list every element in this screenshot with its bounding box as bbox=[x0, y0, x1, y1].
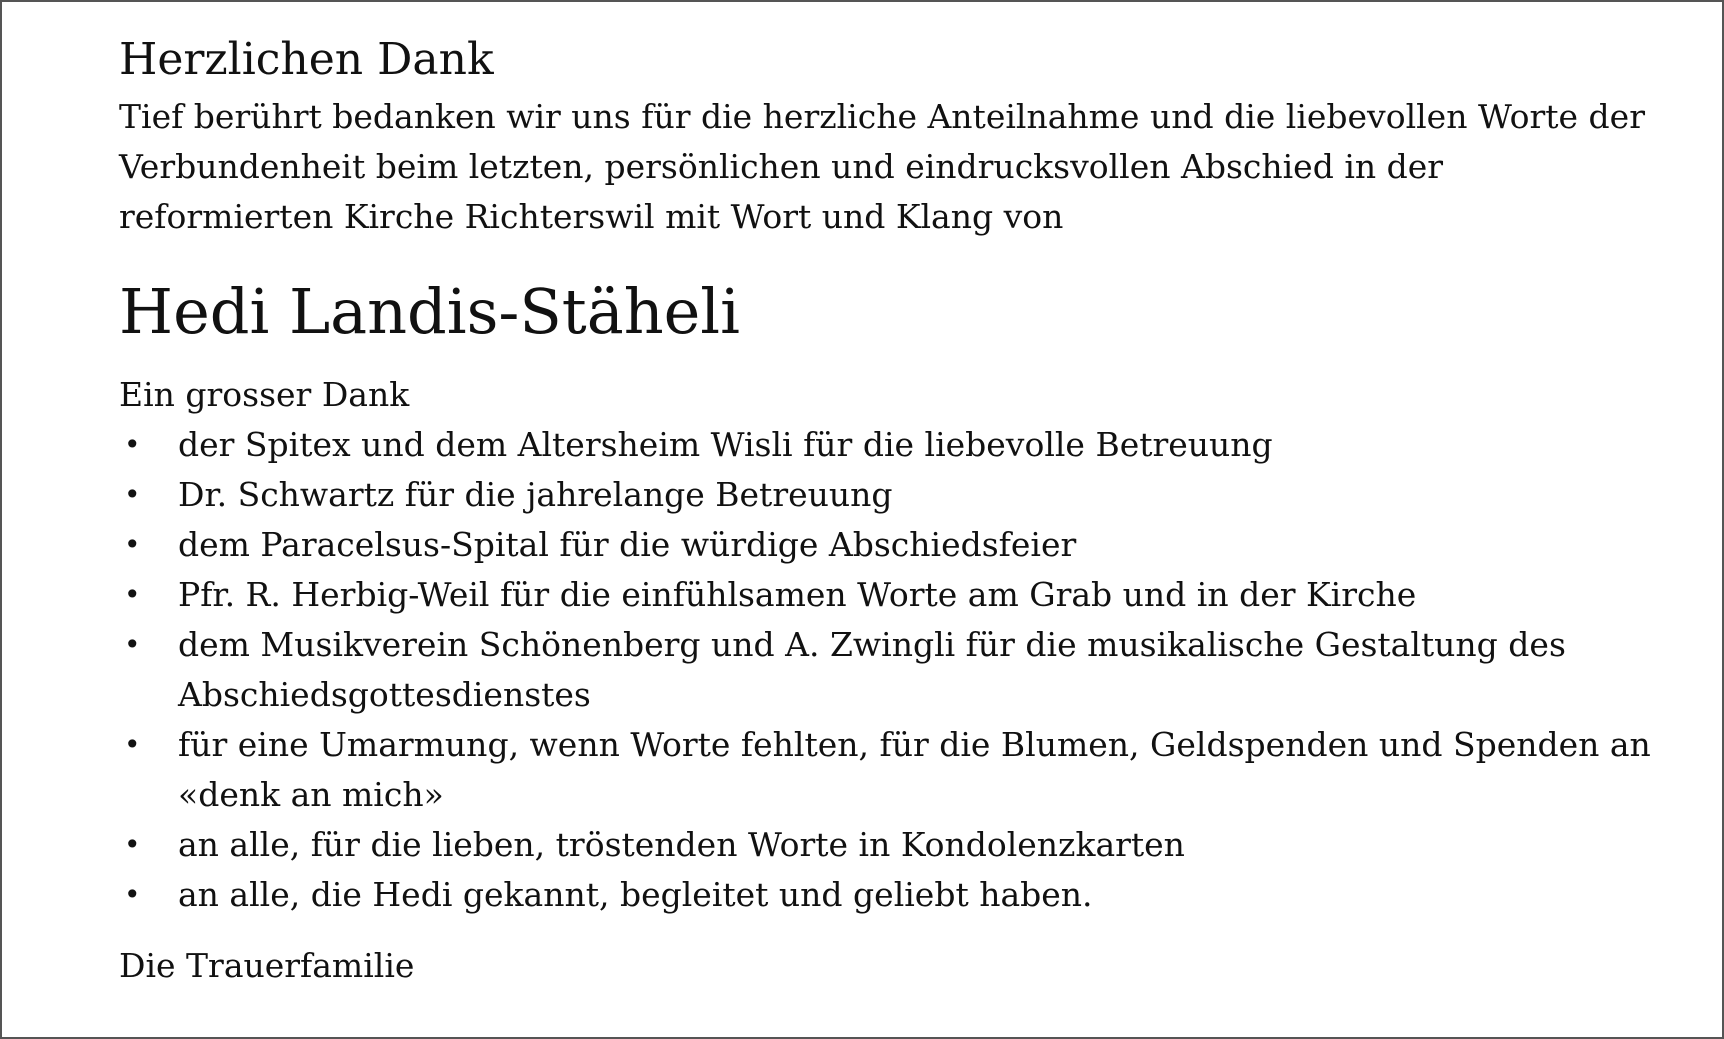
thanks-item-text: an alle, für die lieben, tröstenden Worte in Kondolenzkarten bbox=[178, 825, 1185, 864]
thanks-item-text: Dr. Schwartz für die jahrelange Betreuung bbox=[178, 475, 893, 514]
bullet-icon: • bbox=[124, 628, 141, 661]
bullet-icon: • bbox=[124, 478, 141, 511]
thanks-item-text: Pfr. R. Herbig-Weil für die einfühlsamen Worte am Grab und in der Kirche bbox=[178, 575, 1417, 614]
thanks-item-text: an alle, die Hedi gekannt, begleitet und geliebt haben. bbox=[178, 875, 1093, 914]
thanks-item bbox=[119, 820, 1659, 870]
thanks-item bbox=[119, 870, 1659, 920]
thanks-item bbox=[119, 470, 1659, 520]
bullet-icon: • bbox=[124, 728, 141, 761]
bullet-icon: • bbox=[124, 828, 141, 861]
signature: Die Trauerfamilie bbox=[119, 946, 415, 985]
bullet-icon: • bbox=[124, 528, 141, 561]
thanks-item bbox=[119, 420, 1659, 470]
notice-content bbox=[119, 32, 1659, 991]
thanks-item-text: der Spitex und dem Altersheim Wisli für die liebevolle Betreuung bbox=[178, 425, 1273, 464]
notice-heading: Herzlichen Dank bbox=[119, 34, 494, 85]
bullet-icon: • bbox=[124, 578, 141, 611]
thanks-item bbox=[119, 570, 1659, 620]
thanks-item bbox=[119, 720, 1659, 820]
thanks-item-text: dem Musikverein Schönenberg und A. Zwingli für die musikalische Gestaltung des Abschiedsgottesdienstes bbox=[178, 625, 1566, 714]
intro-paragraph: Tief berührt bedanken wir uns für die herzliche Anteilnahme und die liebevollen Worte der Verbundenheit beim letzten, persönlichen und eindrucksvollen Abschied in der reformierten Kirche Richterswil mit Wort und Klang von bbox=[119, 97, 1645, 236]
thanks-item bbox=[119, 620, 1659, 720]
thanks-list bbox=[119, 420, 1659, 920]
thanks-item-text: für eine Umarmung, wenn Worte fehlten, für die Blumen, Geldspenden und Spenden an «denk an mich» bbox=[178, 725, 1651, 814]
deceased-name: Hedi Landis-Stäheli bbox=[119, 275, 740, 348]
bullet-icon: • bbox=[124, 878, 141, 911]
thanks-intro: Ein grosser Dank bbox=[119, 375, 410, 414]
thanks-item bbox=[119, 520, 1659, 570]
bullet-icon: • bbox=[124, 428, 141, 461]
thanks-item-text: dem Paracelsus-Spital für die würdige Abschiedsfeier bbox=[178, 525, 1077, 564]
